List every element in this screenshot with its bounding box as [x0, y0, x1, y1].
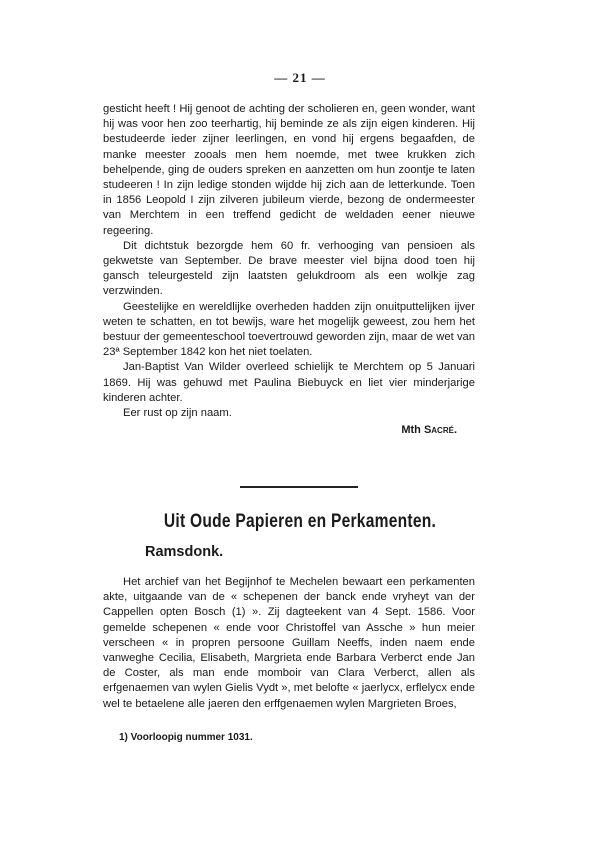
footnote: 1) Voorloopig nummer 1031.: [119, 732, 253, 743]
signature-prefix: Mth: [401, 424, 424, 437]
paragraph: Geestelijke en wereldlijke overheden hadden zijn onuitputtelijken ijver weten te schatten, en tot bewijs, ware het mogelijk geweest, zou hem het bestuur der gemeenteschool toevertrouwd geworden zijn, maar de wet van 23ª September 1842 kon het niet toelaten.: [103, 300, 475, 359]
paragraph: Jan-Baptist Van Wilder overleed schielijk te Merchtem op 5 Januari 1869. Hij was gehuwd met Paulina Biebuyck en liet vier minderjarige kinderen achter.: [103, 361, 475, 404]
section-body: [103, 575, 475, 712]
paragraph: Eer rust op zijn naam.: [123, 407, 232, 420]
paragraph: Het archief van het Begijnhof te Mechelen bewaart een perkamenten akte, uitgaande van de « schepenen der banck ende vryheyt van der Cappellen opten Bosch (1) ». Zij dagteekent van 4 Sept. 1586. Voor gemelde schepenen « ende voor Christoffel van Assche » hun meier verscheen « in propren persoone Guillam Neeffs, inden naem ende vanweghe Cecilia, Elisabeth, Margrieta ende Barbara Verberct ende Jan de Coster, als man ende momboir van Clara Verberct, allen als erfgenaemen van wylen Gielis Vydt », met belofte « jaerlycx, erflelycx ende wel te betaelene alle jaeren den erffgenaemen wylen Margrieten Broes,: [103, 576, 475, 710]
section-divider: [240, 486, 358, 488]
sub-heading: Ramsdonk.: [145, 544, 224, 560]
article-body: [103, 102, 475, 438]
author-signature: [103, 423, 475, 438]
signature-name: Sacré.: [423, 424, 457, 437]
paragraph: Dit dichtstuk bezorgde hem 60 fr. verhooging van pensioen als gekwetste van September. De brave meester viel bijna dood toen hij gansch teleurgesteld zijn laatsten gelukdroom als een wolkje zag verzwinden.: [103, 239, 475, 298]
section-title: Uit Oude Papieren en Perkamenten.: [163, 511, 437, 532]
page-number: — 21 —: [274, 70, 326, 85]
paragraph: gesticht heeft ! Hij genoot de achting der scholieren en, geen wonder, want hij was voor hen zoo teerhartig, hij beminde ze als zijn eigen kinderen. Hij bestudeerde ieder zijner leerlingen, en vond hij ergens begaafden, de manke meester zooals men hem noemde, met twee krukken zich behelpende, ging de ouders spreken en aanzetten om hun zoontje te laten studeeren ! In zijn ledige stonden wijdde hij zich aan de letterkunde. Toen in 1856 Leopold I zijn zilveren jubileum vierde, bezong de ondermeester van Merchtem in een treffend gedicht de weldaden eener nieuwe regeering.: [103, 103, 475, 237]
